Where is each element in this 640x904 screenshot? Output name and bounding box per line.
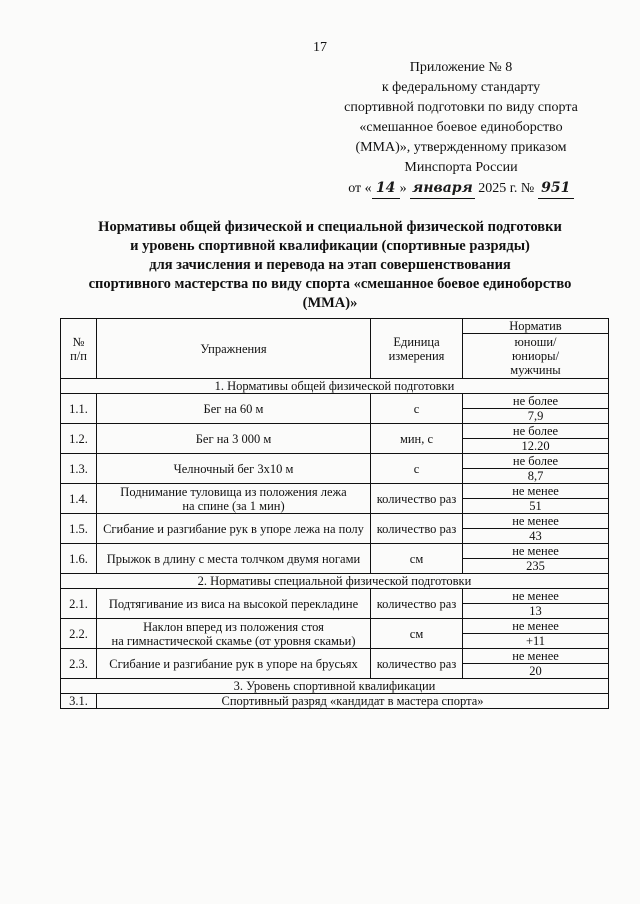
- unit: с: [371, 454, 463, 484]
- exercise-name: Челночный бег 3х10 м: [97, 454, 371, 484]
- order-number-handwritten: 951: [538, 178, 574, 199]
- section-title: 2. Нормативы специальной физической подготовки: [61, 574, 609, 589]
- table-row: [61, 424, 609, 439]
- norm-limit: не менее: [463, 544, 609, 559]
- norm-value: 20: [463, 664, 609, 679]
- section-row: [61, 379, 609, 394]
- exercise-name: Прыжок в длину с места толчком двумя ногами: [97, 544, 371, 574]
- norm-value: 13: [463, 604, 609, 619]
- date-day-handwritten: 14: [372, 178, 400, 199]
- row-number: 3.1.: [61, 694, 97, 709]
- section-row: [61, 679, 609, 694]
- date-month-handwritten: января: [410, 178, 475, 199]
- row-number: 1.3.: [61, 454, 97, 484]
- norm-limit: не более: [463, 454, 609, 469]
- unit: количество раз: [371, 649, 463, 679]
- table-row: [61, 514, 609, 529]
- appendix-date: от « 14 » января 2025 г. № 951: [326, 178, 596, 199]
- header-unit: Единица измерения: [371, 319, 463, 379]
- norm-limit: не более: [463, 424, 609, 439]
- unit: количество раз: [371, 484, 463, 514]
- row-number: 2.3.: [61, 649, 97, 679]
- norm-limit: не менее: [463, 484, 609, 499]
- table-row: [61, 454, 609, 469]
- header-exercise: Упражнения: [97, 319, 371, 379]
- unit: мин, с: [371, 424, 463, 454]
- table-row: [61, 484, 609, 499]
- exercise-name: Наклон вперед из положения стоя на гимнастической скамье (от уровня скамьи): [97, 619, 371, 649]
- exercise-name: Бег на 60 м: [97, 394, 371, 424]
- unit: см: [371, 544, 463, 574]
- norms-table-wrapper: [60, 318, 608, 709]
- unit: количество раз: [371, 589, 463, 619]
- norm-limit: не менее: [463, 619, 609, 634]
- norms-table: [60, 318, 609, 709]
- row-number: 1.5.: [61, 514, 97, 544]
- exercise-name: Поднимание туловища из положения лежа на спине (за 1 мин): [97, 484, 371, 514]
- norm-value: +11: [463, 634, 609, 649]
- appendix-title: Приложение № 8: [409, 60, 513, 75]
- header-num: № п/п: [61, 319, 97, 379]
- norm-limit: не менее: [463, 589, 609, 604]
- section-row: [61, 574, 609, 589]
- row-number: 2.2.: [61, 619, 97, 649]
- header-norm: Норматив: [463, 319, 609, 334]
- exercise-name: Сгибание и разгибание рук в упоре лежа на полу: [97, 514, 371, 544]
- row-number: 2.1.: [61, 589, 97, 619]
- norm-limit: не более: [463, 394, 609, 409]
- exercise-name: Бег на 3 000 м: [97, 424, 371, 454]
- norm-value: 235: [463, 559, 609, 574]
- table-row: [61, 394, 609, 409]
- document-title: Нормативы общей физической и специальной физической подготовки и уровень спортивной квалификации (спортивные разряды) для зачисления и перевода на этап совершенствования спортивного мастерства по виду спорта «смешанное боевое единоборство (ММА)»: [88, 219, 572, 311]
- appendix-line: к федеральному стандарту: [381, 80, 541, 95]
- norm-value: 43: [463, 529, 609, 544]
- unit: количество раз: [371, 514, 463, 544]
- norm-value: 7,9: [463, 409, 609, 424]
- page-number: 17: [313, 40, 327, 55]
- unit: с: [371, 394, 463, 424]
- norm-value: 12.20: [463, 439, 609, 454]
- table-row: [61, 544, 609, 559]
- appendix-line: «смешанное боевое единоборство: [359, 120, 563, 135]
- table-body: [61, 379, 609, 709]
- exercise-name: Подтягивание из виса на высокой перекладине: [97, 589, 371, 619]
- section-title: 3. Уровень спортивной квалификации: [61, 679, 609, 694]
- appendix-line: Минспорта России: [404, 160, 518, 175]
- exercise-name: Сгибание и разгибание рук в упоре на брусьях: [97, 649, 371, 679]
- unit: см: [371, 619, 463, 649]
- table-row: [61, 619, 609, 634]
- row-number: 1.2.: [61, 424, 97, 454]
- table-row: [61, 649, 609, 664]
- norm-limit: не менее: [463, 649, 609, 664]
- header-group: юноши/ юниоры/ мужчины: [463, 334, 609, 379]
- appendix-header: [326, 58, 596, 199]
- appendix-line: спортивной подготовки по виду спорта: [344, 100, 578, 115]
- appendix-line: (ММА)», утвержденному приказом: [355, 140, 567, 155]
- section-title: 1. Нормативы общей физической подготовки: [61, 379, 609, 394]
- table-row: [61, 589, 609, 604]
- norm-value: 51: [463, 499, 609, 514]
- norm-value: 8,7: [463, 469, 609, 484]
- row-number: 1.4.: [61, 484, 97, 514]
- norm-limit: не менее: [463, 514, 609, 529]
- qualification-text: Спортивный разряд «кандидат в мастера спорта»: [97, 694, 609, 709]
- table-row: [61, 694, 609, 709]
- row-number: 1.6.: [61, 544, 97, 574]
- row-number: 1.1.: [61, 394, 97, 424]
